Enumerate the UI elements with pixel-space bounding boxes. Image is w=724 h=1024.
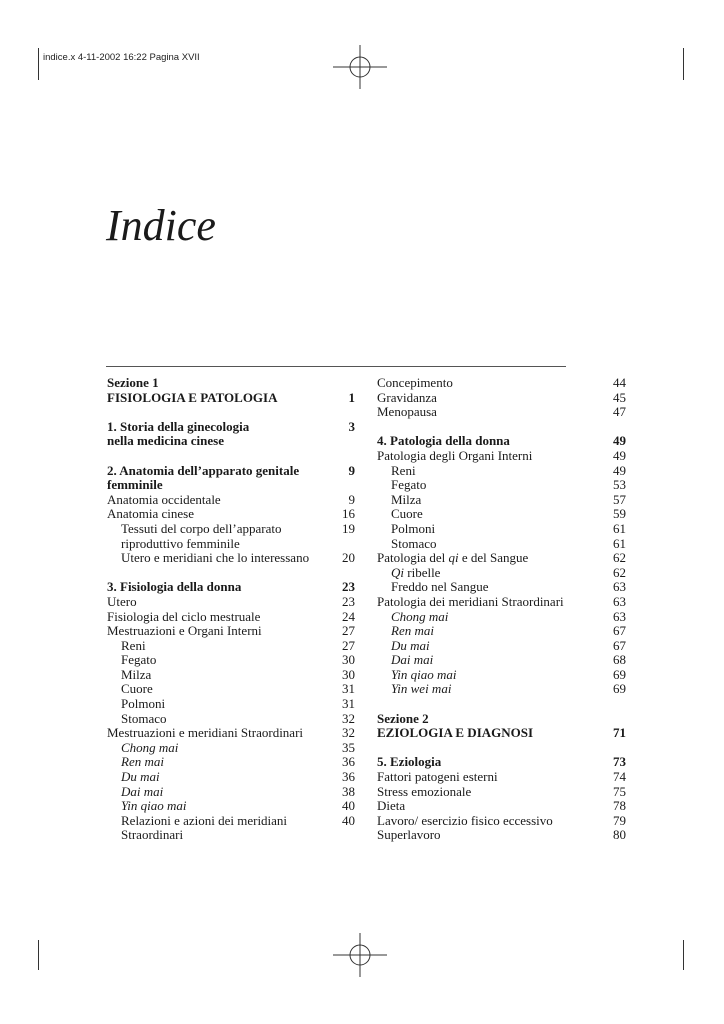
- toc-entry-page: 80: [613, 827, 626, 843]
- toc-entry-page: 45: [613, 389, 626, 405]
- toc-entry-page: 23: [342, 579, 355, 595]
- toc-entry[interactable]: [107, 755, 355, 770]
- toc-entry[interactable]: [377, 537, 626, 552]
- toc-entry[interactable]: [107, 551, 355, 566]
- toc-entry-page: 40: [342, 812, 355, 828]
- toc-entry[interactable]: [107, 799, 355, 814]
- toc-entry-page: 32: [342, 725, 355, 741]
- toc-entry-title: Cuore: [121, 681, 153, 697]
- toc-entry-title: Ren mai: [391, 623, 434, 639]
- toc-entry-title: Straordinari: [121, 827, 184, 843]
- toc-entry[interactable]: [377, 770, 626, 785]
- toc-entry-title: Utero e meridiani che lo interessano: [121, 550, 310, 566]
- toc-entry-page: 31: [342, 681, 355, 697]
- toc-entry[interactable]: [377, 376, 626, 391]
- toc-entry-title: Patologia degli Organi Interni: [377, 447, 533, 463]
- toc-entry-title: Fegato: [121, 652, 157, 668]
- toc-entry-page: 9: [348, 462, 355, 478]
- toc-entry-title: Stomaco: [121, 710, 167, 726]
- print-slug: indice.x 4-11-2002 16:22 Pagina XVII: [43, 52, 200, 63]
- toc-entry[interactable]: [377, 639, 626, 654]
- toc-entry-page: 75: [613, 783, 626, 799]
- spacer: [377, 420, 626, 435]
- toc-entry-page: 62: [613, 564, 626, 580]
- toc-entry-page: 27: [342, 637, 355, 653]
- toc-entry[interactable]: [377, 828, 626, 843]
- toc-entry[interactable]: [107, 478, 355, 493]
- toc-entry[interactable]: [377, 493, 626, 508]
- toc-entry-title: nella medicina cinese: [107, 433, 224, 449]
- toc-entry-title: Ren mai: [121, 754, 164, 770]
- toc-entry-title: Fegato: [391, 477, 427, 493]
- toc-entry-page: 35: [342, 739, 355, 755]
- toc-entry[interactable]: [107, 434, 355, 449]
- toc-entry-title: Tessuti del corpo dell’apparato: [121, 520, 282, 536]
- toc-entry[interactable]: [377, 799, 626, 814]
- toc-entry-title: Stress emozionale: [377, 783, 472, 799]
- crop-mark: [38, 48, 39, 80]
- toc-entry[interactable]: [107, 493, 355, 508]
- toc-entry-title: Gravidanza: [377, 389, 437, 405]
- toc-entry-title: Du mai: [391, 637, 430, 653]
- toc-entry-page: 47: [613, 404, 626, 420]
- toc-entry-title: 2. Anatomia dell’apparato genitale: [107, 462, 300, 478]
- toc-entry-title: Stomaco: [391, 535, 437, 551]
- toc-entry-title: Superlavoro: [377, 827, 441, 843]
- toc-entry[interactable]: [107, 741, 355, 756]
- toc-entry[interactable]: [107, 464, 355, 479]
- toc-entry-title: Lavoro/ esercizio fisico eccessivo: [377, 812, 553, 828]
- toc-entry-title: Menopausa: [377, 404, 437, 420]
- toc-entry-title: FISIOLOGIA E PATOLOGIA: [107, 389, 278, 405]
- toc-entry-page: 63: [613, 608, 626, 624]
- toc-entry-title: Relazioni e azioni dei meridiani: [121, 812, 288, 828]
- toc-entry-page: 30: [342, 652, 355, 668]
- toc-entry[interactable]: [377, 595, 626, 610]
- toc-entry-title: Mestruazioni e Organi Interni: [107, 623, 262, 639]
- registration-mark-icon: [333, 45, 387, 89]
- toc-entry-title: Yin qiao mai: [391, 666, 457, 682]
- toc-entry-page: 32: [342, 710, 355, 726]
- toc-entry-title: Yin qiao mai: [121, 798, 187, 814]
- toc-entry-title: 3. Fisiologia della donna: [107, 579, 242, 595]
- toc-entry[interactable]: [107, 668, 355, 683]
- toc-entry[interactable]: [107, 712, 355, 727]
- toc-entry[interactable]: [107, 828, 355, 843]
- toc-entry[interactable]: [377, 478, 626, 493]
- toc-entry-title: Anatomia cinese: [107, 506, 194, 522]
- toc-entry[interactable]: [377, 522, 626, 537]
- toc-entry-page: 57: [613, 491, 626, 507]
- toc-entry[interactable]: [377, 814, 626, 829]
- toc-entry-page: 23: [342, 593, 355, 609]
- toc-entry-title: Dai mai: [121, 783, 164, 799]
- toc-entry[interactable]: [107, 420, 355, 435]
- toc-entry[interactable]: [377, 682, 626, 697]
- toc-entry-title: Cuore: [391, 506, 423, 522]
- crop-mark: [683, 940, 684, 970]
- toc-entry-page: 74: [613, 769, 626, 785]
- toc-entry-page: 69: [613, 666, 626, 682]
- toc-entry[interactable]: [377, 712, 626, 727]
- toc-entry-page: 59: [613, 506, 626, 522]
- spacer: [107, 566, 355, 581]
- toc-entry-title: Dieta: [377, 798, 406, 814]
- toc-entry-page: 53: [613, 477, 626, 493]
- toc-entry-title: 5. Eziologia: [377, 754, 442, 770]
- toc-entry[interactable]: [377, 566, 626, 581]
- toc-entry-title: Polmoni: [121, 696, 166, 712]
- toc-entry-title: Chong mai: [121, 739, 179, 755]
- toc-entry[interactable]: [377, 785, 626, 800]
- spacer: [377, 697, 626, 712]
- toc-entry-title: Sezione 1: [107, 375, 159, 390]
- toc-entry[interactable]: [377, 668, 626, 683]
- toc-entry[interactable]: [377, 610, 626, 625]
- toc-entry[interactable]: [107, 697, 355, 712]
- toc-entry-page: 68: [613, 652, 626, 668]
- toc-entry-title: Milza: [391, 491, 422, 507]
- toc-entry[interactable]: [107, 624, 355, 639]
- toc-entry[interactable]: [107, 522, 355, 537]
- toc-entry[interactable]: [107, 580, 355, 595]
- toc-entry-title: femminile: [107, 477, 163, 493]
- toc-entry-page: 63: [613, 593, 626, 609]
- toc-entry-title: Chong mai: [391, 608, 449, 624]
- toc-entry-page: 49: [613, 433, 626, 449]
- toc-entry-page: 73: [613, 754, 626, 770]
- divider: [106, 366, 566, 367]
- toc-entry[interactable]: [377, 507, 626, 522]
- toc-entry[interactable]: [107, 391, 355, 406]
- toc-entry[interactable]: [377, 449, 626, 464]
- spacer: [107, 449, 355, 464]
- toc-entry[interactable]: [107, 595, 355, 610]
- toc-entry[interactable]: [377, 726, 626, 741]
- toc-entry-page: 62: [613, 550, 626, 566]
- toc-entry-page: 9: [348, 491, 355, 507]
- toc-entry-title: Concepimento: [377, 375, 453, 390]
- toc-entry[interactable]: [377, 405, 626, 420]
- toc-entry[interactable]: [377, 624, 626, 639]
- toc-entry-title: EZIOLOGIA E DIAGNOSI: [377, 725, 534, 741]
- toc-entry-title: Patologia dei meridiani Straordinari: [377, 593, 564, 609]
- toc-column-right: [377, 376, 626, 843]
- toc-entry-title: 1. Storia della ginecologia: [107, 418, 250, 434]
- toc-entry-title: Reni: [121, 637, 146, 653]
- toc-entry[interactable]: [377, 434, 626, 449]
- toc-entry-title: Qi ribelle: [391, 564, 441, 580]
- toc-entry-page: 79: [613, 812, 626, 828]
- toc-entry-page: 36: [342, 769, 355, 785]
- toc-entry-title: Fattori patogeni esterni: [377, 769, 498, 785]
- toc-entry-title: Dai mai: [391, 652, 434, 668]
- toc-entry[interactable]: [107, 376, 355, 391]
- toc-entry[interactable]: [377, 551, 626, 566]
- spacer: [377, 741, 626, 756]
- toc-entry[interactable]: [377, 580, 626, 595]
- toc-entry-page: 1: [348, 389, 355, 405]
- toc-entry-title: Patologia del qi e del Sangue: [377, 550, 529, 566]
- toc-entry[interactable]: [107, 726, 355, 741]
- toc-entry-page: 38: [342, 783, 355, 799]
- toc-entry[interactable]: [107, 653, 355, 668]
- page-title: Indice: [106, 201, 216, 250]
- toc-entry-title: Polmoni: [391, 520, 436, 536]
- toc-entry-page: 36: [342, 754, 355, 770]
- toc-entry[interactable]: [107, 770, 355, 785]
- toc-entry[interactable]: [107, 814, 355, 829]
- toc-entry-page: 30: [342, 666, 355, 682]
- toc-entry-title: Mestruazioni e meridiani Straordinari: [107, 725, 304, 741]
- toc-entry[interactable]: [107, 785, 355, 800]
- toc-entry-page: 20: [342, 550, 355, 566]
- toc-entry-page: 24: [342, 608, 355, 624]
- toc-entry-title: Milza: [121, 666, 152, 682]
- toc-entry-title: Yin wei mai: [391, 681, 452, 697]
- toc-entry-page: 61: [613, 535, 626, 551]
- toc-entry-page: 31: [342, 696, 355, 712]
- toc-entry[interactable]: [107, 610, 355, 625]
- toc-entry-page: 63: [613, 579, 626, 595]
- toc-entry-page: 16: [342, 506, 355, 522]
- toc-entry-page: 44: [613, 375, 626, 390]
- toc-entry-title: Sezione 2: [377, 710, 429, 726]
- toc-entry[interactable]: [107, 537, 355, 552]
- toc-entry-title: 4. Patologia della donna: [377, 433, 510, 449]
- toc-entry-title: Anatomia occidentale: [107, 491, 221, 507]
- toc-entry[interactable]: [107, 682, 355, 697]
- toc-entry-page: 40: [342, 798, 355, 814]
- toc-entry[interactable]: [377, 755, 626, 770]
- toc-entry-page: 78: [613, 798, 626, 814]
- toc-column-left: [107, 376, 355, 843]
- toc-entry[interactable]: [107, 639, 355, 654]
- registration-mark-icon: [333, 933, 387, 977]
- toc-entry-title: Reni: [391, 462, 416, 478]
- crop-mark: [683, 48, 684, 80]
- toc-entry-title: Du mai: [121, 769, 160, 785]
- toc-entry[interactable]: [107, 507, 355, 522]
- toc-entry-page: 67: [613, 637, 626, 653]
- toc-entry-title: Fisiologia del ciclo mestruale: [107, 608, 261, 624]
- toc-entry-page: 67: [613, 623, 626, 639]
- spacer: [107, 405, 355, 420]
- toc-entry-page: 19: [342, 520, 355, 536]
- toc-entry[interactable]: [377, 653, 626, 668]
- toc-entry-page: 49: [613, 462, 626, 478]
- toc-entry-page: 71: [613, 725, 626, 741]
- toc-entry-title: Freddo nel Sangue: [391, 579, 489, 595]
- toc-entry[interactable]: [377, 464, 626, 479]
- toc-entry-page: 27: [342, 623, 355, 639]
- toc-entry-title: Utero: [107, 593, 137, 609]
- toc-entry-title: riproduttivo femminile: [121, 535, 240, 551]
- toc-entry-page: 61: [613, 520, 626, 536]
- toc-entry-page: 69: [613, 681, 626, 697]
- toc-entry-page: 49: [613, 447, 626, 463]
- toc-entry-page: 3: [348, 418, 355, 434]
- toc-entry[interactable]: [377, 391, 626, 406]
- crop-mark: [38, 940, 39, 970]
